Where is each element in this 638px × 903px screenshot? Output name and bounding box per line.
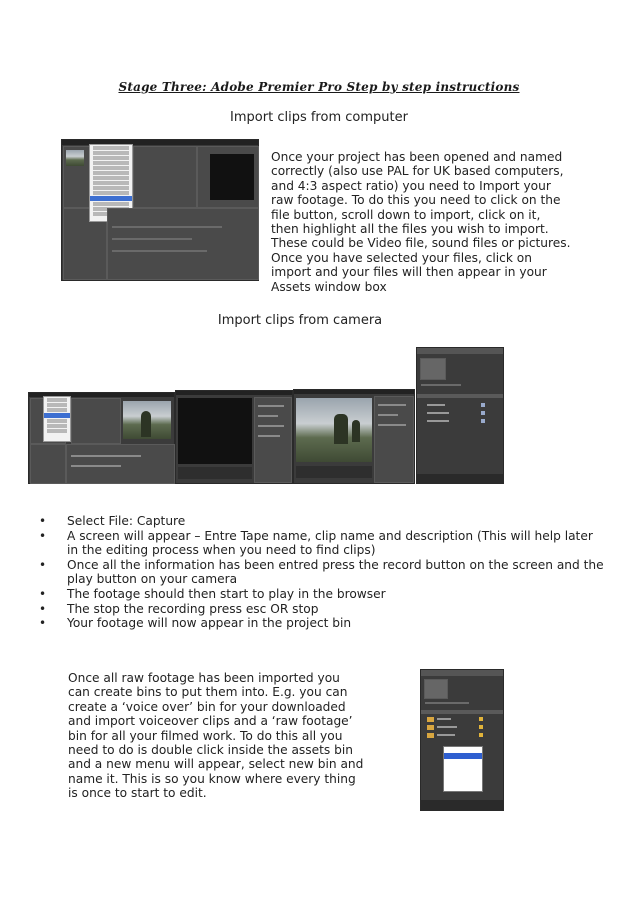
screenshot-project-bin — [416, 347, 504, 484]
list-item: • The footage should then start to play in the browser — [36, 587, 606, 602]
paragraph-import-from-computer: Once your project has been opened and named correctly (also use PAL for UK based computers, and 4:3 aspect ratio) you need to Import your raw footage. To do this you need to click on the file button, scroll down to import, click on it, then highlight all the files you wish to import. These could be Video file, sound files or pictures. Once you have selected your files, click on import and your files will then appear in your Assets window box — [271, 150, 571, 294]
heading-import-from-camera: Import clips from camera — [217, 313, 383, 328]
list-item: • The stop the recording press esc OR stop — [36, 602, 606, 617]
paragraph-create-bins: Once all raw footage has been imported you can create bins to put them into. E.g. you can create a ‘voice over’ bin for your downloaded and import voiceover clips and a ‘raw footage’ bin for all your filmed work. To do this all you need to do is double click inside the assets bin and a new menu will appear, select new bin and name it. This is so you know where every thing is once to start to edit. — [68, 671, 364, 801]
list-item: • A screen will appear – Entre Tape name, clip name and description (This will help later in the editing process when you need to find clips) — [36, 529, 606, 558]
list-item: • Once all the information has been entred press the record button on the screen and the play button on your camera — [36, 558, 606, 587]
screenshot-capture-window-blank — [175, 390, 293, 484]
screenshot-new-bin-menu — [420, 669, 504, 811]
document-title: Stage Three: Adobe Premier Pro Step by step instructions — [118, 80, 520, 94]
capture-steps-list — [36, 514, 606, 631]
screenshot-capture-window-footage — [293, 389, 415, 484]
screenshot-capture-menu — [28, 392, 175, 484]
list-item: • Your footage will now appear in the project bin — [36, 616, 606, 631]
heading-import-from-computer: Import clips from computer — [230, 110, 408, 125]
screenshot-file-import-menu — [61, 139, 259, 281]
list-item: • Select File: Capture — [36, 514, 606, 529]
